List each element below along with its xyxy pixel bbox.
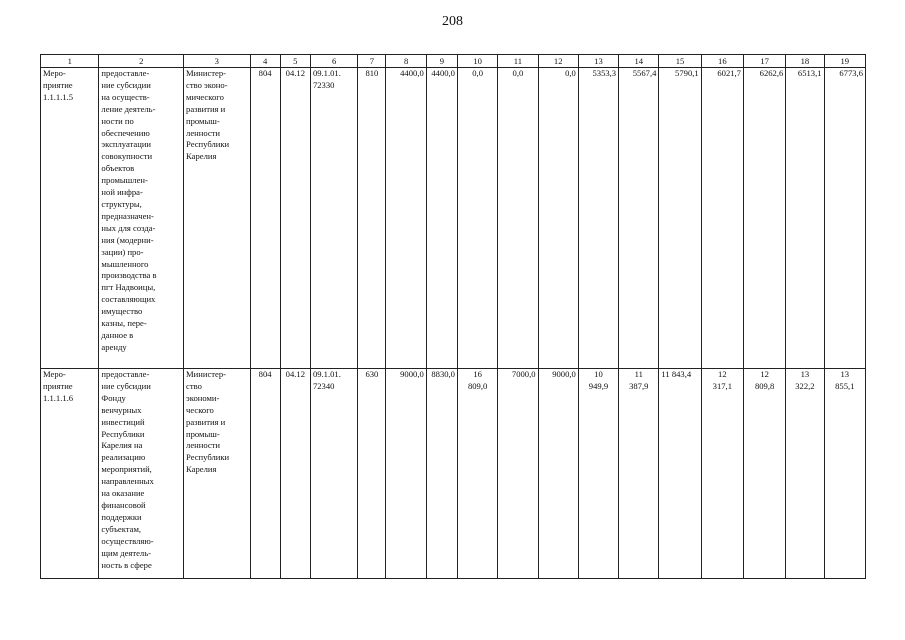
value: 5567,4 [632, 68, 657, 78]
column-header: 8 [386, 55, 426, 68]
value: 6513,1 [797, 68, 822, 78]
description-cell [99, 68, 184, 369]
value: 12 317,1 [712, 369, 732, 391]
value-cell [659, 369, 701, 579]
value-cell [538, 68, 578, 369]
value-cell [457, 68, 497, 369]
activity-description: предоставле- ние субсидии Фонду венчурных инвестиций Республики Карелия на реализацию мероприятий, направленных на оказание финансовой поддержки субъектам, осуществляю- щим деятель- ность в сфере [101, 369, 154, 570]
executor-name: Министер- ство экономи- ческого развития и промыш- ленности Республики Карелия [186, 369, 230, 475]
value: 13 322,2 [795, 369, 815, 391]
column-header: 4 [250, 55, 280, 68]
value: 4400,0 [431, 68, 455, 78]
value-cell [701, 369, 743, 579]
value-cell [457, 369, 497, 579]
table-row [41, 68, 866, 369]
value: 16 809,0 [467, 369, 488, 391]
column-header: 11 [498, 55, 538, 68]
value: 0,0 [512, 68, 524, 78]
column-header: 5 [280, 55, 310, 68]
section-cell [280, 369, 310, 579]
column-header: 18 [786, 55, 824, 68]
column-header: 2 [99, 55, 184, 68]
activity-id: Меро- приятие 1.1.1.1.6 [43, 369, 74, 403]
activity-id-cell [41, 68, 99, 369]
value: 12 809,8 [754, 369, 775, 391]
value-cell [386, 68, 426, 369]
value-cell [619, 369, 659, 579]
value: 5353,3 [592, 68, 617, 78]
value-cell [578, 68, 618, 369]
value-cell [786, 369, 824, 579]
page-number: 208 [442, 14, 463, 29]
table-row [41, 369, 866, 579]
value: 6021,7 [717, 68, 741, 78]
value-cell [824, 369, 865, 579]
grbs-cell [250, 369, 280, 579]
target-article-code: 09.1.01. 72330 [312, 68, 341, 90]
budget-table [40, 54, 866, 579]
expense-type-code: 630 [365, 369, 379, 379]
value: 7000,0 [511, 369, 536, 379]
column-header: 16 [701, 55, 743, 68]
value-cell [786, 68, 824, 369]
description-cell [99, 369, 184, 579]
grbs-cell [250, 68, 280, 369]
column-header: 15 [659, 55, 701, 68]
value: 11 843,4 [661, 369, 692, 379]
value: 10 949,9 [588, 369, 609, 391]
column-header: 3 [184, 55, 250, 68]
value: 4400,0 [400, 68, 424, 78]
executor-cell [184, 369, 250, 579]
column-header: 19 [824, 55, 865, 68]
target-article-code: 09.1.01. 72340 [312, 369, 341, 391]
value-cell [498, 369, 538, 579]
column-header: 12 [538, 55, 578, 68]
section-code: 04.12 [285, 68, 305, 78]
column-header: 14 [619, 55, 659, 68]
column-header: 10 [457, 55, 497, 68]
grbs-code: 804 [258, 68, 272, 78]
value-cell [824, 68, 865, 369]
value-cell [743, 369, 785, 579]
expense-type-cell [358, 68, 386, 369]
value-cell [578, 369, 618, 579]
activity-id-cell [41, 369, 99, 579]
value-cell [659, 68, 701, 369]
value: 13 855,1 [835, 369, 855, 391]
value-cell [386, 369, 426, 579]
executor-cell [184, 68, 250, 369]
column-header: 17 [743, 55, 785, 68]
value: 11 387,9 [629, 369, 649, 391]
column-header: 13 [578, 55, 618, 68]
target-article-cell [310, 68, 357, 369]
value-cell [701, 68, 743, 369]
activity-description: предоставле- ние субсидии на осуществ- ление деятель- ности по обеспечению эксплуатации совокупности объектов промышлен- ной инфра- структуры, предназначен- ных для созда- ния (модерни- зации) про- мышленного производства в пгт Надвоицы, составляющих имущество казны, пере- данное в аренду [101, 68, 157, 352]
column-header: 7 [358, 55, 386, 68]
column-header: 6 [310, 55, 357, 68]
value: 9000,0 [552, 369, 576, 379]
value: 8830,0 [431, 369, 455, 379]
value-cell [619, 68, 659, 369]
value: 0,0 [565, 68, 576, 78]
target-article-cell [310, 369, 357, 579]
value-cell [426, 68, 457, 369]
value: 9000,0 [400, 369, 424, 379]
value-cell [426, 369, 457, 579]
executor-name: Министер- ство эконо- мического развития и промыш- ленности Республики Карелия [186, 68, 230, 162]
value: 5790,1 [675, 68, 699, 78]
grbs-code: 804 [258, 369, 272, 379]
expense-type-cell [358, 369, 386, 579]
section-cell [280, 68, 310, 369]
value-cell [538, 369, 578, 579]
value: 6262,6 [759, 68, 784, 78]
expense-type-code: 810 [365, 68, 379, 78]
activity-id: Меро- приятие 1.1.1.1.5 [43, 68, 74, 102]
column-header: 1 [41, 55, 99, 68]
value-cell [743, 68, 785, 369]
header-row [41, 55, 866, 68]
value: 6773,6 [839, 68, 863, 78]
value-cell [498, 68, 538, 369]
column-header: 9 [426, 55, 457, 68]
section-code: 04.12 [285, 369, 305, 379]
value: 0,0 [472, 68, 483, 78]
